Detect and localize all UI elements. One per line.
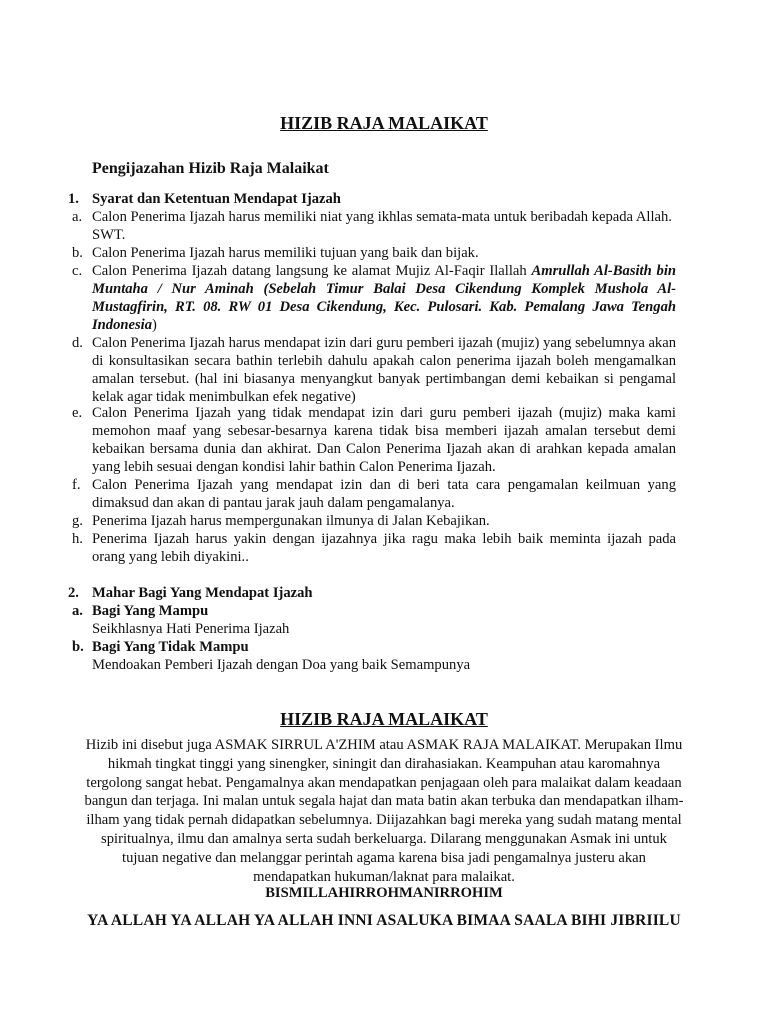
section-number: 2. (68, 585, 79, 601)
list-item (72, 244, 676, 262)
description-paragraph: Hizib ini disebut juga ASMAK SIRRUL A'ZHIM atau ASMAK RAJA MALAIKAT. Merupakan Ilmu hikmah tingkat tinggi yang sinengker, siningit dan dirahasiakan. Keampuhan atau karomahnya tergolong sangat hebat. Pengamalnya akan mendapatkan penjagaan oleh para malaikat dalam keadaan bangun dan terjaga. Ini malan untuk segala hajat dan mata batin akan terbuka dan mendapatkan ilham-ilham yang tidak pernah didapatkan sebelumnya. Diijazahkan bagi mereka yang sudah matang mental spiritualnya, ilmu dan amalnya serta sudah berkeluarga. Dilarang menggunakan Asmak ini untuk tujuan negative dan melanggar perintah agama karena bisa jadi pengamalnya justeru akan mendapatkan hukuman/laknat para malaikat. (84, 737, 684, 885)
mahar-item (72, 638, 676, 674)
section-number: 1. (68, 191, 79, 207)
list-item-text-close: ) (152, 317, 157, 333)
list-marker: b. (72, 639, 84, 655)
list-item-text: Calon Penerima Ijazah harus memiliki niat yang ikhlas semata-mata untuk beribadah kepada Allah. SWT. (92, 209, 672, 243)
list-item-text: Calon Penerima Ijazah yang mendapat izin dan di beri tata cara pengamalan keilmuan yang dimaksud dan akan di pantau jarak jauh dalam pengamalanya. (92, 477, 676, 511)
list-marker: a. (72, 603, 83, 619)
mahar-description: Seikhlasnya Hati Penerima Ijazah (92, 621, 290, 637)
mahar-item (72, 602, 676, 638)
bismillah-line: BISMILLAHIRROHMANIRROHIM (265, 885, 503, 901)
list-item-text: Penerima Ijazah harus yakin dengan ijazahnya jika ragu maka lebih baik meminta ijazah pada orang yang lebih diyakini.. (92, 531, 676, 565)
prayer-line: YA ALLAH YA ALLAH YA ALLAH INNI ASALUKA BIMAA SAALA BIHI JIBRIILU (87, 912, 681, 929)
list-item (72, 512, 676, 530)
list-item (72, 262, 676, 334)
list-item (72, 404, 676, 476)
mahar-label: Bagi Yang Mampu (92, 603, 209, 619)
mahar-label: Bagi Yang Tidak Mampu (92, 639, 249, 655)
list-marker: e. (72, 405, 83, 421)
list-item (72, 530, 676, 566)
list-item (72, 476, 676, 512)
list-item-text: Calon Penerima Ijazah harus memiliki tujuan yang baik dan bijak. (92, 245, 479, 261)
address-text: Amrullah Al-Basith bin Muntaha / Nur Aminah (Sebelah Timur Balai Desa Cikendung Komplek Mushola Al-Mustagfirin, RT. 08. RW 01 Desa Cikendung, Kec. Pulosari. Kab. Pemalang Jawa Tengah Indonesia (92, 263, 676, 333)
list-item-text: Calon Penerima Ijazah yang tidak mendapat izin dari guru pemberi ijazah (mujiz) maka kami memohon maaf yang sebesar-besarnya karena tidak bisa memberi ijazah amalan tersebut demi kebaikan bersama dunia dan akhirat. Dan Calon Penerima Ijazah akan di arahkan kepada amalan yang lebih sesuai dengan kondisi lahir bathin Calon Penerima Ijazah. (92, 405, 676, 475)
list-marker: c. (72, 263, 83, 279)
list-item-text (92, 262, 676, 334)
list-item (72, 334, 676, 406)
section-title: Syarat dan Ketentuan Mendapat Ijazah (92, 191, 341, 207)
list-marker: d. (72, 335, 83, 351)
list-marker: h. (72, 531, 83, 547)
list-item-text: Penerima Ijazah harus mempergunakan ilmunya di Jalan Kebajikan. (92, 513, 490, 529)
list-marker: b. (72, 245, 83, 261)
section-1-heading (68, 190, 676, 208)
document-subtitle: Pengijazahan Hizib Raja Malaikat (92, 160, 329, 177)
section-2-heading (68, 584, 676, 602)
document-title: HIZIB RAJA MALAIKAT (280, 113, 488, 133)
mahar-description: Mendoakan Pemberi Ijazah dengan Doa yang baik Semampunya (92, 657, 471, 673)
list-item-text: Calon Penerima Ijazah harus mendapat izin dari guru pemberi ijazah (mujiz) yang sebelumnya akan di konsultasikan secara bathin terlebih dahulu apakah calon penerima ijazah boleh mengamalkan amalan tersebut. (hal ini biasanya menyangkut banyak pertimbangan demi kebaikan si pengamal kelak agar tidak menimbulkan efek negative) (92, 335, 676, 405)
section-title: Mahar Bagi Yang Mendapat Ijazah (92, 585, 313, 601)
list-marker: f. (72, 477, 81, 493)
section-title-2: HIZIB RAJA MALAIKAT (280, 709, 488, 729)
list-marker: g. (72, 513, 83, 529)
list-marker: a. (72, 209, 83, 225)
list-item-text-plain: Calon Penerima Ijazah datang langsung ke alamat Mujiz Al-Faqir Ilallah (92, 263, 532, 279)
list-item (72, 208, 676, 244)
